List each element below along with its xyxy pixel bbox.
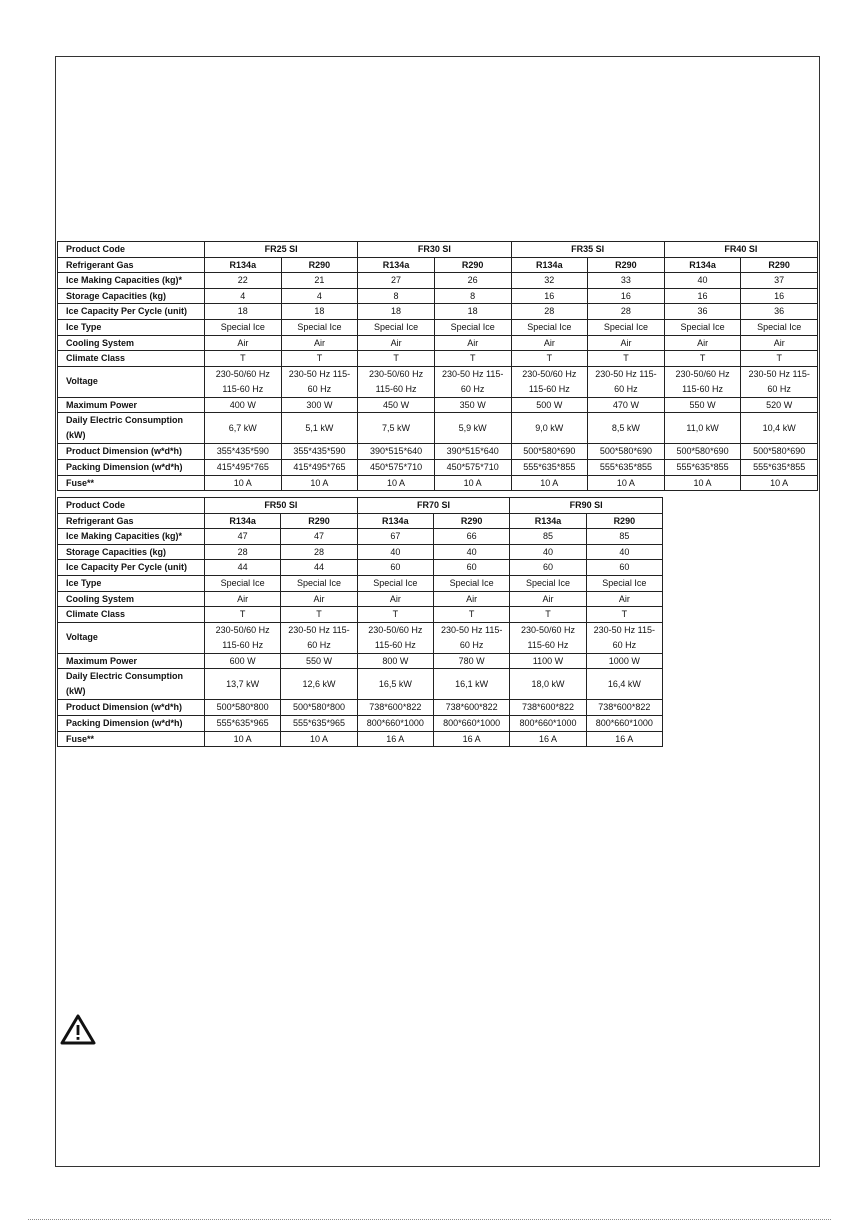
table-cell: 230-50/60 Hz 115-60 Hz xyxy=(205,366,282,397)
table-cell: 500*580*690 xyxy=(511,444,588,460)
table-cell: 500*580*800 xyxy=(281,700,357,716)
table-cell: 7,5 kW xyxy=(358,413,435,444)
table-cell: T xyxy=(205,607,281,623)
table-row xyxy=(58,653,663,669)
table-row xyxy=(58,319,818,335)
table-cell: T xyxy=(586,607,662,623)
table-cell: R290 xyxy=(588,257,665,273)
table-cell: T xyxy=(741,351,818,367)
table-row xyxy=(58,700,663,716)
table-cell: 4 xyxy=(281,288,358,304)
table-cell: 40 xyxy=(357,544,433,560)
table-row xyxy=(58,273,818,289)
table-row xyxy=(58,475,818,491)
table-cell: Special Ice xyxy=(586,575,662,591)
table-cell: 16 xyxy=(664,288,741,304)
table-cell: 230-50 Hz 115-60 Hz xyxy=(433,622,509,653)
table-cell: 800*660*1000 xyxy=(586,715,662,731)
table-cell: 555*635*855 xyxy=(664,459,741,475)
table-row xyxy=(58,715,663,731)
row-label: Packing Dimension (w*d*h) xyxy=(58,715,205,731)
table-cell: Air xyxy=(358,335,435,351)
model-name-cell: FR70 SI xyxy=(357,498,510,514)
table-cell: 600 W xyxy=(205,653,281,669)
table-cell: R134a xyxy=(511,257,588,273)
table-cell: 800*660*1000 xyxy=(357,715,433,731)
row-label: Product Dimension (w*d*h) xyxy=(58,700,205,716)
table-cell: 36 xyxy=(741,304,818,320)
table-cell: 550 W xyxy=(281,653,357,669)
table-cell: R290 xyxy=(281,257,358,273)
table-cell: Special Ice xyxy=(281,575,357,591)
table-row xyxy=(58,607,663,623)
table-cell: R134a xyxy=(357,513,433,529)
table-cell: Special Ice xyxy=(433,575,509,591)
table-cell: 390*515*640 xyxy=(434,444,511,460)
table-header-row xyxy=(58,498,663,514)
table-cell: Air xyxy=(664,335,741,351)
table-row xyxy=(58,513,663,529)
table-cell: 800 W xyxy=(357,653,433,669)
table-cell: Air xyxy=(433,591,509,607)
model-name-cell: FR35 SI xyxy=(511,242,664,258)
row-label: Ice Making Capacities (kg)* xyxy=(58,529,205,545)
table-cell: 500*580*690 xyxy=(588,444,665,460)
row-label: Storage Capacities (kg) xyxy=(58,544,205,560)
table-cell: 10 A xyxy=(511,475,588,491)
row-label: Maximum Power xyxy=(58,397,205,413)
table-row xyxy=(58,444,818,460)
warning-triangle-icon xyxy=(60,1013,96,1045)
table-row xyxy=(58,366,818,397)
table-cell: 555*635*965 xyxy=(281,715,357,731)
table-cell: Air xyxy=(205,591,281,607)
table-cell: 500*580*690 xyxy=(741,444,818,460)
table-cell: R290 xyxy=(586,513,662,529)
table-row xyxy=(58,335,818,351)
row-label: Ice Making Capacities (kg)* xyxy=(58,273,205,289)
table-row xyxy=(58,560,663,576)
spec-table-2 xyxy=(57,497,663,747)
table-row xyxy=(58,288,818,304)
row-label: Daily Electric Consumption (kW) xyxy=(58,413,205,444)
row-label: Ice Type xyxy=(58,319,205,335)
table-cell: 738*600*822 xyxy=(586,700,662,716)
table-cell: 28 xyxy=(588,304,665,320)
table-cell: 5,9 kW xyxy=(434,413,511,444)
table-cell: R134a xyxy=(664,257,741,273)
table-cell: Special Ice xyxy=(357,575,433,591)
table-cell: 230-50 Hz 115-60 Hz xyxy=(281,622,357,653)
table-cell: R134a xyxy=(358,257,435,273)
table-cell: 355*435*590 xyxy=(205,444,282,460)
table-cell: 10 A xyxy=(741,475,818,491)
table-cell: 10 A xyxy=(358,475,435,491)
table-cell: 800*660*1000 xyxy=(433,715,509,731)
table-cell: T xyxy=(358,351,435,367)
table-cell: 230-50/60 Hz 115-60 Hz xyxy=(358,366,435,397)
table-cell: 44 xyxy=(205,560,281,576)
table-cell: 555*635*965 xyxy=(205,715,281,731)
table-cell: T xyxy=(357,607,433,623)
row-label: Ice Capacity Per Cycle (unit) xyxy=(58,560,205,576)
table-cell: Special Ice xyxy=(205,319,282,335)
table-row xyxy=(58,351,818,367)
table-cell: 44 xyxy=(281,560,357,576)
table-cell: 1100 W xyxy=(510,653,586,669)
table-cell: Air xyxy=(281,335,358,351)
product-code-label: Product Code xyxy=(58,498,205,514)
table-cell: Special Ice xyxy=(510,575,586,591)
row-label: Voltage xyxy=(58,622,205,653)
page-bottom-edge xyxy=(28,1219,831,1220)
row-label: Climate Class xyxy=(58,607,205,623)
table-cell: 16 xyxy=(588,288,665,304)
table-cell: 16 A xyxy=(433,731,509,747)
table-cell: 350 W xyxy=(434,397,511,413)
table-cell: Special Ice xyxy=(434,319,511,335)
table-cell: 37 xyxy=(741,273,818,289)
table-cell: 738*600*822 xyxy=(510,700,586,716)
table-cell: 230-50/60 Hz 115-60 Hz xyxy=(511,366,588,397)
row-label: Product Dimension (w*d*h) xyxy=(58,444,205,460)
table-header-row xyxy=(58,242,818,258)
table-cell: 800*660*1000 xyxy=(510,715,586,731)
table-cell: 27 xyxy=(358,273,435,289)
table-cell: T xyxy=(588,351,665,367)
spec-table-1 xyxy=(57,241,818,491)
table-cell: 40 xyxy=(433,544,509,560)
table-cell: 16 A xyxy=(586,731,662,747)
table-cell: Air xyxy=(586,591,662,607)
table-cell: 300 W xyxy=(281,397,358,413)
table-cell: 10 A xyxy=(588,475,665,491)
table-cell: 500 W xyxy=(511,397,588,413)
table-cell: 230-50/60 Hz 115-60 Hz xyxy=(664,366,741,397)
table-cell: 500*580*800 xyxy=(205,700,281,716)
table-cell: Air xyxy=(205,335,282,351)
table-cell: 85 xyxy=(510,529,586,545)
table-cell: 16 xyxy=(511,288,588,304)
table-cell: 4 xyxy=(205,288,282,304)
table-cell: 28 xyxy=(511,304,588,320)
table-cell: R290 xyxy=(433,513,509,529)
table-cell: Special Ice xyxy=(588,319,665,335)
table-cell: 16,4 kW xyxy=(586,669,662,700)
table-cell: 10 A xyxy=(281,731,357,747)
table-cell: 32 xyxy=(511,273,588,289)
table-cell: 738*600*822 xyxy=(433,700,509,716)
table-row xyxy=(58,257,818,273)
table-cell: 415*495*765 xyxy=(281,459,358,475)
table-cell: R290 xyxy=(434,257,511,273)
table-cell: 18 xyxy=(281,304,358,320)
table-cell: 230-50/60 Hz 115-60 Hz xyxy=(510,622,586,653)
table-cell: 28 xyxy=(205,544,281,560)
table-cell: 355*435*590 xyxy=(281,444,358,460)
table-cell: 10 A xyxy=(664,475,741,491)
table-row xyxy=(58,397,818,413)
table-cell: 5,1 kW xyxy=(281,413,358,444)
table-cell: R134a xyxy=(205,257,282,273)
table-cell: 26 xyxy=(434,273,511,289)
product-code-label: Product Code xyxy=(58,242,205,258)
table-row xyxy=(58,591,663,607)
row-label: Refrigerant Gas xyxy=(58,513,205,529)
table-cell: T xyxy=(511,351,588,367)
table-cell: 16,1 kW xyxy=(433,669,509,700)
table-cell: 10 A xyxy=(205,475,282,491)
model-name-cell: FR40 SI xyxy=(664,242,817,258)
table-cell: R290 xyxy=(741,257,818,273)
table-cell: 47 xyxy=(205,529,281,545)
table-cell: Special Ice xyxy=(205,575,281,591)
model-name-cell: FR30 SI xyxy=(358,242,511,258)
table-cell: R290 xyxy=(281,513,357,529)
table-cell: 47 xyxy=(281,529,357,545)
model-name-cell: FR25 SI xyxy=(205,242,358,258)
table-cell: 230-50/60 Hz 115-60 Hz xyxy=(357,622,433,653)
table-cell: 470 W xyxy=(588,397,665,413)
table-cell: T xyxy=(510,607,586,623)
table-cell: 230-50 Hz 115-60 Hz xyxy=(281,366,358,397)
table-cell: 390*515*640 xyxy=(358,444,435,460)
table-cell: 60 xyxy=(510,560,586,576)
table-cell: 1000 W xyxy=(586,653,662,669)
table-cell: 8,5 kW xyxy=(588,413,665,444)
table-cell: 9,0 kW xyxy=(511,413,588,444)
table-cell: Air xyxy=(588,335,665,351)
row-label: Climate Class xyxy=(58,351,205,367)
table-cell: 16 A xyxy=(357,731,433,747)
table-cell: 11,0 kW xyxy=(664,413,741,444)
table-row xyxy=(58,731,663,747)
table-cell: 450 W xyxy=(358,397,435,413)
table-cell: 21 xyxy=(281,273,358,289)
table-cell: 67 xyxy=(357,529,433,545)
row-label: Refrigerant Gas xyxy=(58,257,205,273)
table-cell: 12,6 kW xyxy=(281,669,357,700)
table-cell: Air xyxy=(511,335,588,351)
table-cell: Air xyxy=(434,335,511,351)
row-label: Maximum Power xyxy=(58,653,205,669)
table-row xyxy=(58,459,818,475)
table-cell: 520 W xyxy=(741,397,818,413)
table-cell: 18 xyxy=(434,304,511,320)
table-cell: 400 W xyxy=(205,397,282,413)
table-cell: 33 xyxy=(588,273,665,289)
table-cell: 8 xyxy=(358,288,435,304)
table-cell: 16 A xyxy=(510,731,586,747)
table-cell: 16,5 kW xyxy=(357,669,433,700)
row-label: Voltage xyxy=(58,366,205,397)
table-cell: 18 xyxy=(205,304,282,320)
table-cell: R134a xyxy=(205,513,281,529)
table-cell: 450*575*710 xyxy=(434,459,511,475)
row-label: Fuse** xyxy=(58,731,205,747)
table-row xyxy=(58,669,663,700)
table-cell: 230-50/60 Hz 115-60 Hz xyxy=(205,622,281,653)
table-cell: 60 xyxy=(433,560,509,576)
table-cell: 40 xyxy=(586,544,662,560)
row-label: Cooling System xyxy=(58,591,205,607)
table-cell: 738*600*822 xyxy=(357,700,433,716)
table-cell: 28 xyxy=(281,544,357,560)
table-cell: 8 xyxy=(434,288,511,304)
table-cell: Air xyxy=(281,591,357,607)
table-cell: 10 A xyxy=(281,475,358,491)
table-row xyxy=(58,413,818,444)
table-cell: 780 W xyxy=(433,653,509,669)
table-cell: 66 xyxy=(433,529,509,545)
table-cell: R134a xyxy=(510,513,586,529)
table-cell: 555*635*855 xyxy=(511,459,588,475)
row-label: Daily Electric Consumption (kW) xyxy=(58,669,205,700)
table-cell: 18,0 kW xyxy=(510,669,586,700)
table-cell: 36 xyxy=(664,304,741,320)
table-row xyxy=(58,544,663,560)
table-cell: 10,4 kW xyxy=(741,413,818,444)
row-label: Cooling System xyxy=(58,335,205,351)
table-cell: 18 xyxy=(358,304,435,320)
table-cell: 85 xyxy=(586,529,662,545)
table-cell: T xyxy=(434,351,511,367)
model-name-cell: FR50 SI xyxy=(205,498,358,514)
table-cell: 60 xyxy=(357,560,433,576)
table-cell: 40 xyxy=(664,273,741,289)
table-cell: T xyxy=(281,607,357,623)
table-cell: 450*575*710 xyxy=(358,459,435,475)
table-row xyxy=(58,304,818,320)
table-row xyxy=(58,575,663,591)
table-cell: 13,7 kW xyxy=(205,669,281,700)
table-cell: 415*495*765 xyxy=(205,459,282,475)
table-cell: 550 W xyxy=(664,397,741,413)
table-cell: 22 xyxy=(205,273,282,289)
table-cell: Air xyxy=(741,335,818,351)
row-label: Packing Dimension (w*d*h) xyxy=(58,459,205,475)
table-cell: 230-50 Hz 115-60 Hz xyxy=(741,366,818,397)
table-cell: 555*635*855 xyxy=(588,459,665,475)
table-cell: T xyxy=(205,351,282,367)
table-cell: 40 xyxy=(510,544,586,560)
table-cell: T xyxy=(664,351,741,367)
row-label: Fuse** xyxy=(58,475,205,491)
table-cell: Special Ice xyxy=(511,319,588,335)
table-cell: 60 xyxy=(586,560,662,576)
table-cell: T xyxy=(433,607,509,623)
table-cell: Air xyxy=(357,591,433,607)
table-cell: 10 A xyxy=(434,475,511,491)
table-cell: 230-50 Hz 115-60 Hz xyxy=(586,622,662,653)
table-cell: 555*635*855 xyxy=(741,459,818,475)
table-cell: 6,7 kW xyxy=(205,413,282,444)
table-cell: T xyxy=(281,351,358,367)
table-cell: 500*580*690 xyxy=(664,444,741,460)
row-label: Ice Type xyxy=(58,575,205,591)
table-cell: Air xyxy=(510,591,586,607)
row-label: Ice Capacity Per Cycle (unit) xyxy=(58,304,205,320)
table-cell: Special Ice xyxy=(358,319,435,335)
table-cell: 230-50 Hz 115-60 Hz xyxy=(588,366,665,397)
table-cell: 230-50 Hz 115-60 Hz xyxy=(434,366,511,397)
table-row xyxy=(58,529,663,545)
table-cell: 16 xyxy=(741,288,818,304)
row-label: Storage Capacities (kg) xyxy=(58,288,205,304)
model-name-cell: FR90 SI xyxy=(510,498,663,514)
table-cell: Special Ice xyxy=(664,319,741,335)
table-cell: Special Ice xyxy=(281,319,358,335)
table-cell: 10 A xyxy=(205,731,281,747)
table-cell: Special Ice xyxy=(741,319,818,335)
table-row xyxy=(58,622,663,653)
